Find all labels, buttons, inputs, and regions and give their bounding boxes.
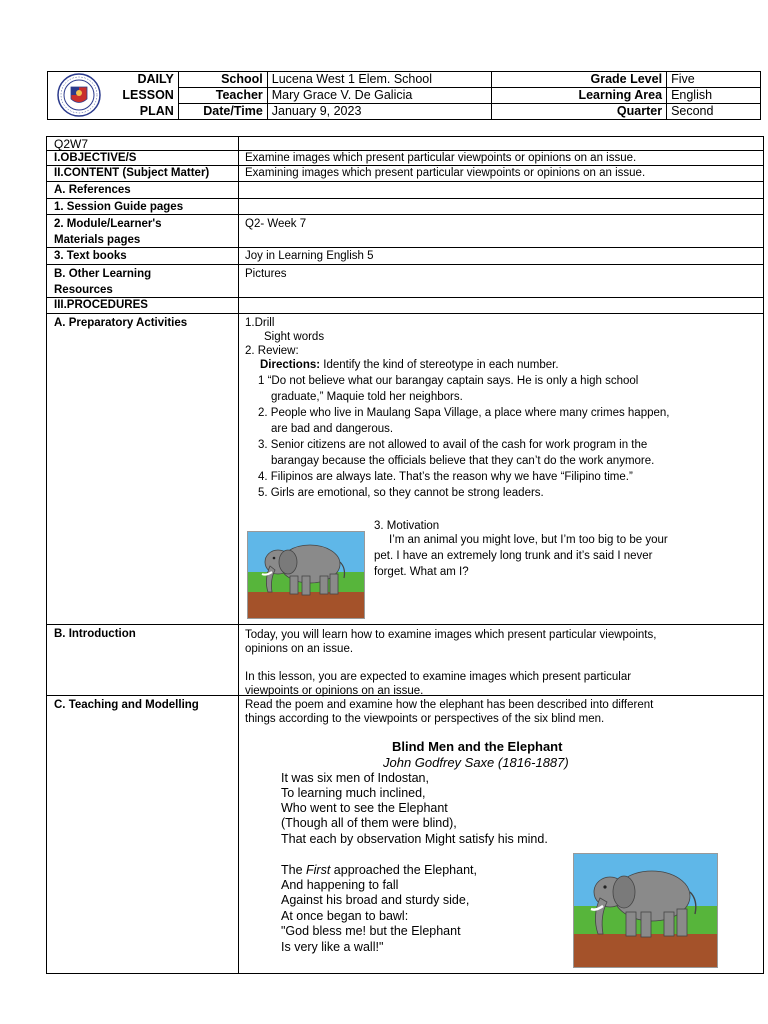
review-item-2-line2: are bad and dangerous. [271, 423, 394, 435]
review-item-5: 5. Girls are emotional, so they cannot be strong leaders. [258, 487, 544, 499]
riddle-line2: pet. I have an extremely long trunk and it’s said I never [374, 550, 653, 562]
other-resources-label-line1: B. Other Learning [54, 268, 152, 280]
teaching-modelling-label: C. Teaching and Modelling [54, 699, 199, 711]
poem-line: It was six men of Indostan, [281, 771, 429, 785]
learning-area-value: English [667, 88, 761, 104]
poem-line: To learning much inclined, [281, 786, 426, 800]
teacher-value: Mary Grace V. De Galicia [267, 88, 492, 104]
grade-level-label: Grade Level [492, 72, 667, 88]
textbooks-value: Joy in Learning English 5 [245, 250, 374, 262]
teacher-label: Teacher [178, 88, 267, 104]
intro-para2-line2: viewpoints or opinions on an issue. [245, 685, 424, 697]
directions-line [260, 357, 559, 373]
session-guide-label: 1. Session Guide pages [54, 201, 184, 213]
sight-words: Sight words [264, 331, 325, 343]
introduction-label: B. Introduction [54, 628, 136, 640]
row-divider [46, 297, 764, 298]
teaching-instruction-line1: Read the poem and examine how the elephant has been described into different [245, 699, 654, 711]
row-divider [46, 313, 764, 314]
column-divider [238, 136, 239, 973]
quarter-label: Quarter [492, 104, 667, 120]
content-value: Examining images which present particular viewpoints or opinions on an issue. [245, 167, 646, 179]
poem-line: Who went to see the Elephant [281, 801, 448, 815]
week-code: Q2W7 [54, 137, 89, 151]
poem-line: At once began to bawl: [281, 909, 409, 923]
review-item-2-line1: 2. People who live in Maulang Sapa Village, a place where many crimes happen, [258, 407, 670, 419]
preparatory-activities-label: A. Preparatory Activities [54, 317, 188, 329]
other-resources-value: Pictures [245, 268, 287, 280]
poem-line: "God bless me! but the Elephant [281, 924, 461, 938]
school-value: Lucena West 1 Elem. School [267, 72, 492, 88]
teaching-instruction-line2: things according to the viewpoints or perspectives of the six blind men. [245, 713, 605, 725]
poem-author: John Godfrey Saxe (1816-1887) [383, 755, 569, 770]
content-label: II.CONTENT (Subject Matter) [54, 167, 210, 179]
learning-area-label: Learning Area [492, 88, 667, 104]
title-daily: DAILY [48, 72, 179, 88]
intro-para1-line1: Today, you will learn how to examine images which present particular viewpoints, [245, 629, 657, 641]
poem-line: And happening to fall [281, 878, 399, 892]
elephant-drawing-image [247, 531, 365, 619]
objective-value: Examine images which present particular viewpoints or opinions on an issue. [245, 152, 637, 164]
review-item-1-line2: graduate,” Maquie told her neighbors. [271, 391, 463, 403]
title-lesson: LESSON [48, 88, 179, 104]
poem-text: approached the Elephant, [330, 863, 477, 877]
references-label: A. References [54, 184, 131, 196]
riddle-line1: I’m an animal you might love, but I’m too big to be your [389, 534, 668, 546]
datetime-label: Date/Time [178, 104, 267, 120]
poem-text: The [281, 863, 307, 877]
review-item-3-line2: barangay because the officials believe that they can’t do the work anymore. [271, 455, 655, 467]
row-divider [46, 624, 764, 625]
intro-para2-line1: In this lesson, you are expected to examine images which present particular [245, 671, 632, 683]
poem-line: Is very like a wall!" [281, 940, 384, 954]
review-heading: 2. Review: [245, 345, 299, 357]
poem-title: Blind Men and the Elephant [392, 739, 563, 754]
poem-line [281, 863, 477, 879]
grade-level-value: Five [667, 72, 761, 88]
row-divider [46, 264, 764, 265]
module-value: Q2- Week 7 [245, 218, 307, 230]
datetime-value: January 9, 2023 [267, 104, 492, 120]
module-label-line2: Materials pages [54, 234, 141, 246]
procedures-label: III.PROCEDURES [54, 299, 148, 311]
review-item-3-line1: 3. Senior citizens are not allowed to avail of the cash for work program in the [258, 439, 648, 451]
other-resources-label-line2: Resources [54, 284, 113, 296]
motivation-heading: 3. Motivation [374, 520, 440, 532]
poem-line: That each by observation Might satisfy his mind. [281, 832, 548, 846]
poem-line: (Though all of them were blind), [281, 816, 457, 830]
textbooks-label: 3. Text books [54, 250, 127, 262]
quarter-value: Second [667, 104, 761, 120]
row-divider [46, 247, 764, 248]
drill-heading: 1.Drill [245, 317, 275, 329]
review-item-1-line1: 1 “Do not believe what our barangay captain says. He is only a high school [258, 375, 639, 387]
riddle-line3: forget. What am I? [374, 566, 469, 578]
title-plan: PLAN [48, 104, 179, 120]
row-divider [46, 181, 764, 182]
header-table [47, 71, 761, 120]
intro-para1-line2: opinions on an issue. [245, 643, 354, 655]
poem-emphasis: First [306, 863, 331, 877]
objective-label: I.OBJECTIVE/S [54, 152, 137, 164]
poem-line: Against his broad and sturdy side, [281, 893, 470, 907]
elephant-drawing-image [573, 853, 718, 968]
review-item-4: 4. Filipinos are always late. That’s the reason why we have “Filipino time.” [258, 471, 633, 483]
module-label-line1: 2. Module/Learner's [54, 218, 162, 230]
school-label: School [178, 72, 267, 88]
directions-label: Directions: [260, 359, 321, 371]
directions-text: Identify the kind of stereotype in each number. [320, 359, 559, 371]
